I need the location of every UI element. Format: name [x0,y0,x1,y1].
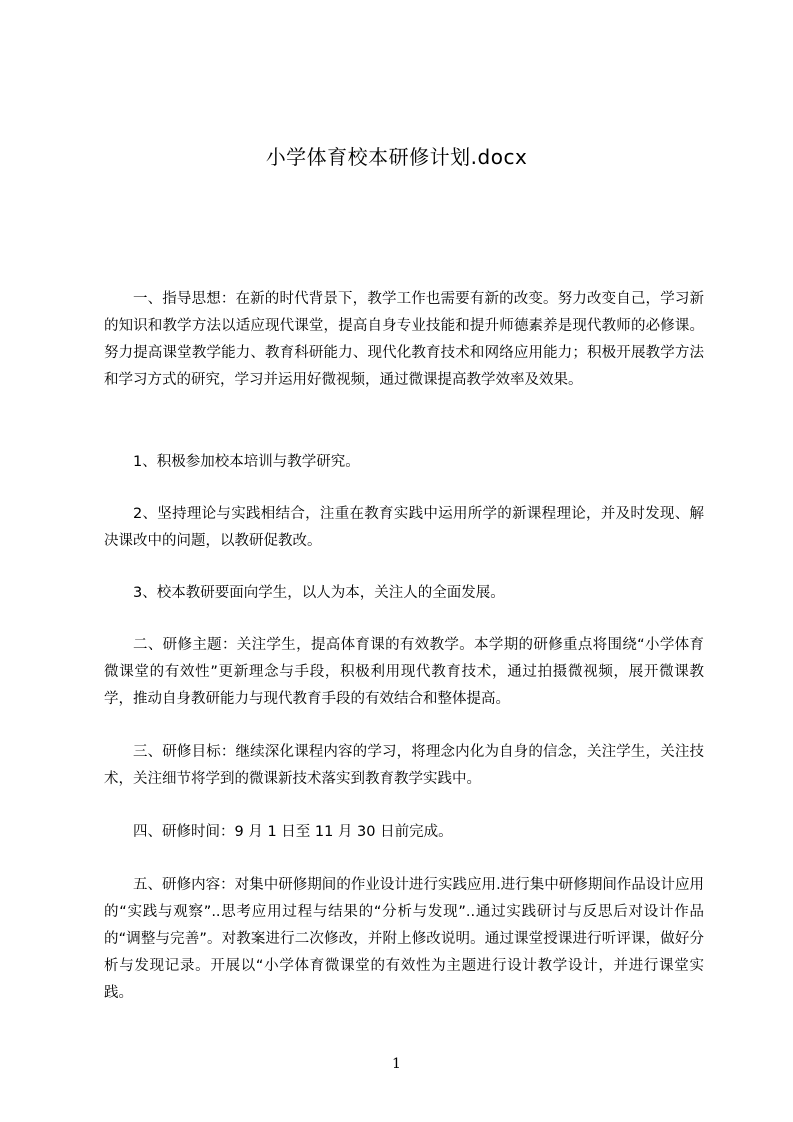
page-number: 1 [392,1056,401,1072]
paragraph-research-goal: 三、研修目标：继续深化课程内容的学习，将理念内化为自身的信念，关注学生，关注技术，关注细节将学到的微课新技术落实到教育教学实践中。 [104,744,704,787]
document-title: 小学体育校本研修计划.docx [265,145,528,169]
paragraph-research-time: 四、研修时间：9 月 1 日至 11 月 30 日前完成。 [133,824,453,840]
paragraph-item-2: 2、坚持理论与实践相结合，注重在教育实践中运用所学的新课程理论，并及时发现、解决课改中的问题，以教研促教改。 [104,506,704,549]
paragraph-item-3: 3、校本教研要面向学生，以人为本，关注人的全面发展。 [133,585,505,601]
paragraph-item-1: 1、积极参加校本培训与教学研究。 [133,454,360,470]
paragraph-guiding-ideology: 一、指导思想：在新的时代背景下，教学工作也需要有新的改变。努力改变自己，学习新的知识和教学方法以适应现代课堂，提高自身专业技能和提升师德素养是现代教师的必修课。努力提高课堂教学能力、教育科研能力、现代化教育技术和网络应用能力；积极开展教学方法和学习方式的研究，学习并运用好微视频，通过微课提高教学效率及效果。 [104,291,704,388]
paragraph-research-theme: 二、研修主题：关注学生，提高体育课的有效教学。本学期的研修重点将围绕“小学体育微课堂的有效性”更新理念与手段，积极利用现代教育技术，通过拍摄微视频，展开微课教学，推动自身教研能力与现代教育手段的有效结合和整体提高。 [104,637,704,707]
paragraph-research-content: 五、研修内容：对集中研修期间的作业设计进行实践应用.进行集中研修期间作品设计应用的“实践与观察”..思考应用过程与结果的“分析与发现”..通过实践研讨与反思后对设计作品的“调整与完善”。对教案进行二次修改，并附上修改说明。通过课堂授课进行听评课，做好分析与发现记录。开展以“小学体育微课堂的有效性为主题进行设计教学设计，并进行课堂实践。 [104,877,704,1001]
